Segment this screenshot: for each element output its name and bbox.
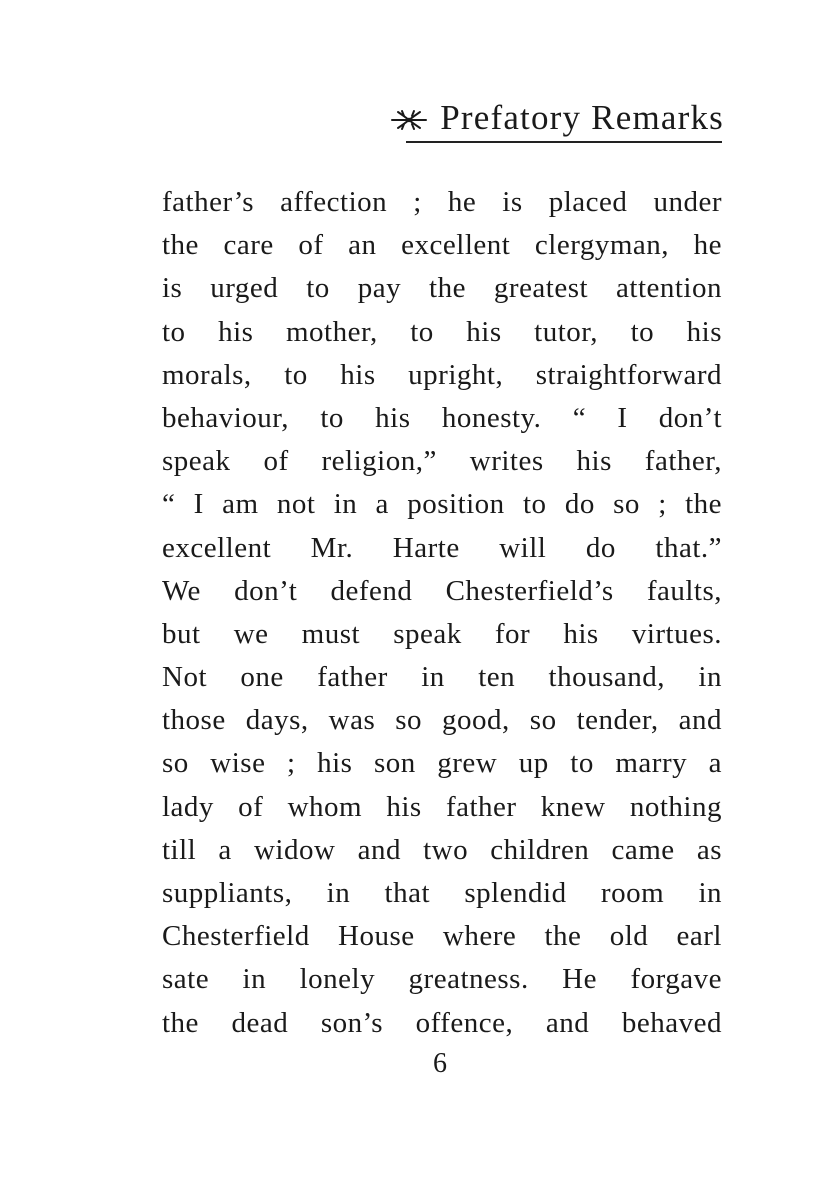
- running-head: [340, 92, 724, 144]
- text-line: is urged to pay the greatest attention: [162, 272, 722, 305]
- text-line: so wise ; his son grew up to marry a: [162, 747, 722, 780]
- text-line: till a widow and two children came as: [162, 833, 722, 866]
- body-text: [162, 181, 722, 1045]
- text-line: sate in lonely greatness. He forgave: [162, 963, 722, 996]
- text-line: the dead son’s offence, and behaved: [162, 1006, 722, 1039]
- text-line: but we must speak for his virtues.: [162, 617, 722, 650]
- text-line: behaviour, to his honesty. “ I don’t: [162, 401, 722, 434]
- running-head-title: Prefatory Remarks: [440, 98, 724, 137]
- page-number: 6: [433, 1048, 447, 1079]
- text-line: speak of religion,” writes his father,: [162, 445, 722, 478]
- fleuron-ornament-icon: [390, 108, 428, 132]
- text-line: to his mother, to his tutor, to his: [162, 315, 722, 348]
- text-line: lady of whom his father knew nothing: [162, 790, 722, 823]
- text-line: Not one father in ten thousand, in: [162, 661, 722, 694]
- text-line: suppliants, in that splendid room in: [162, 877, 722, 909]
- running-head-rule: [406, 141, 722, 143]
- text-line: excellent Mr. Harte will do that.”: [162, 531, 722, 564]
- text-line: Chesterfield House where the old earl: [162, 920, 722, 953]
- text-line: those days, was so good, so tender, and: [162, 704, 722, 737]
- text-line: “ I am not in a position to do so ; the: [162, 488, 722, 521]
- text-line: the care of an excellent clergyman, he: [162, 229, 722, 262]
- text-line: father’s affection ; he is placed under: [162, 186, 722, 218]
- text-line: We don’t defend Chesterfield’s faults,: [162, 574, 722, 607]
- text-line: morals, to his upright, straightforward: [162, 358, 722, 391]
